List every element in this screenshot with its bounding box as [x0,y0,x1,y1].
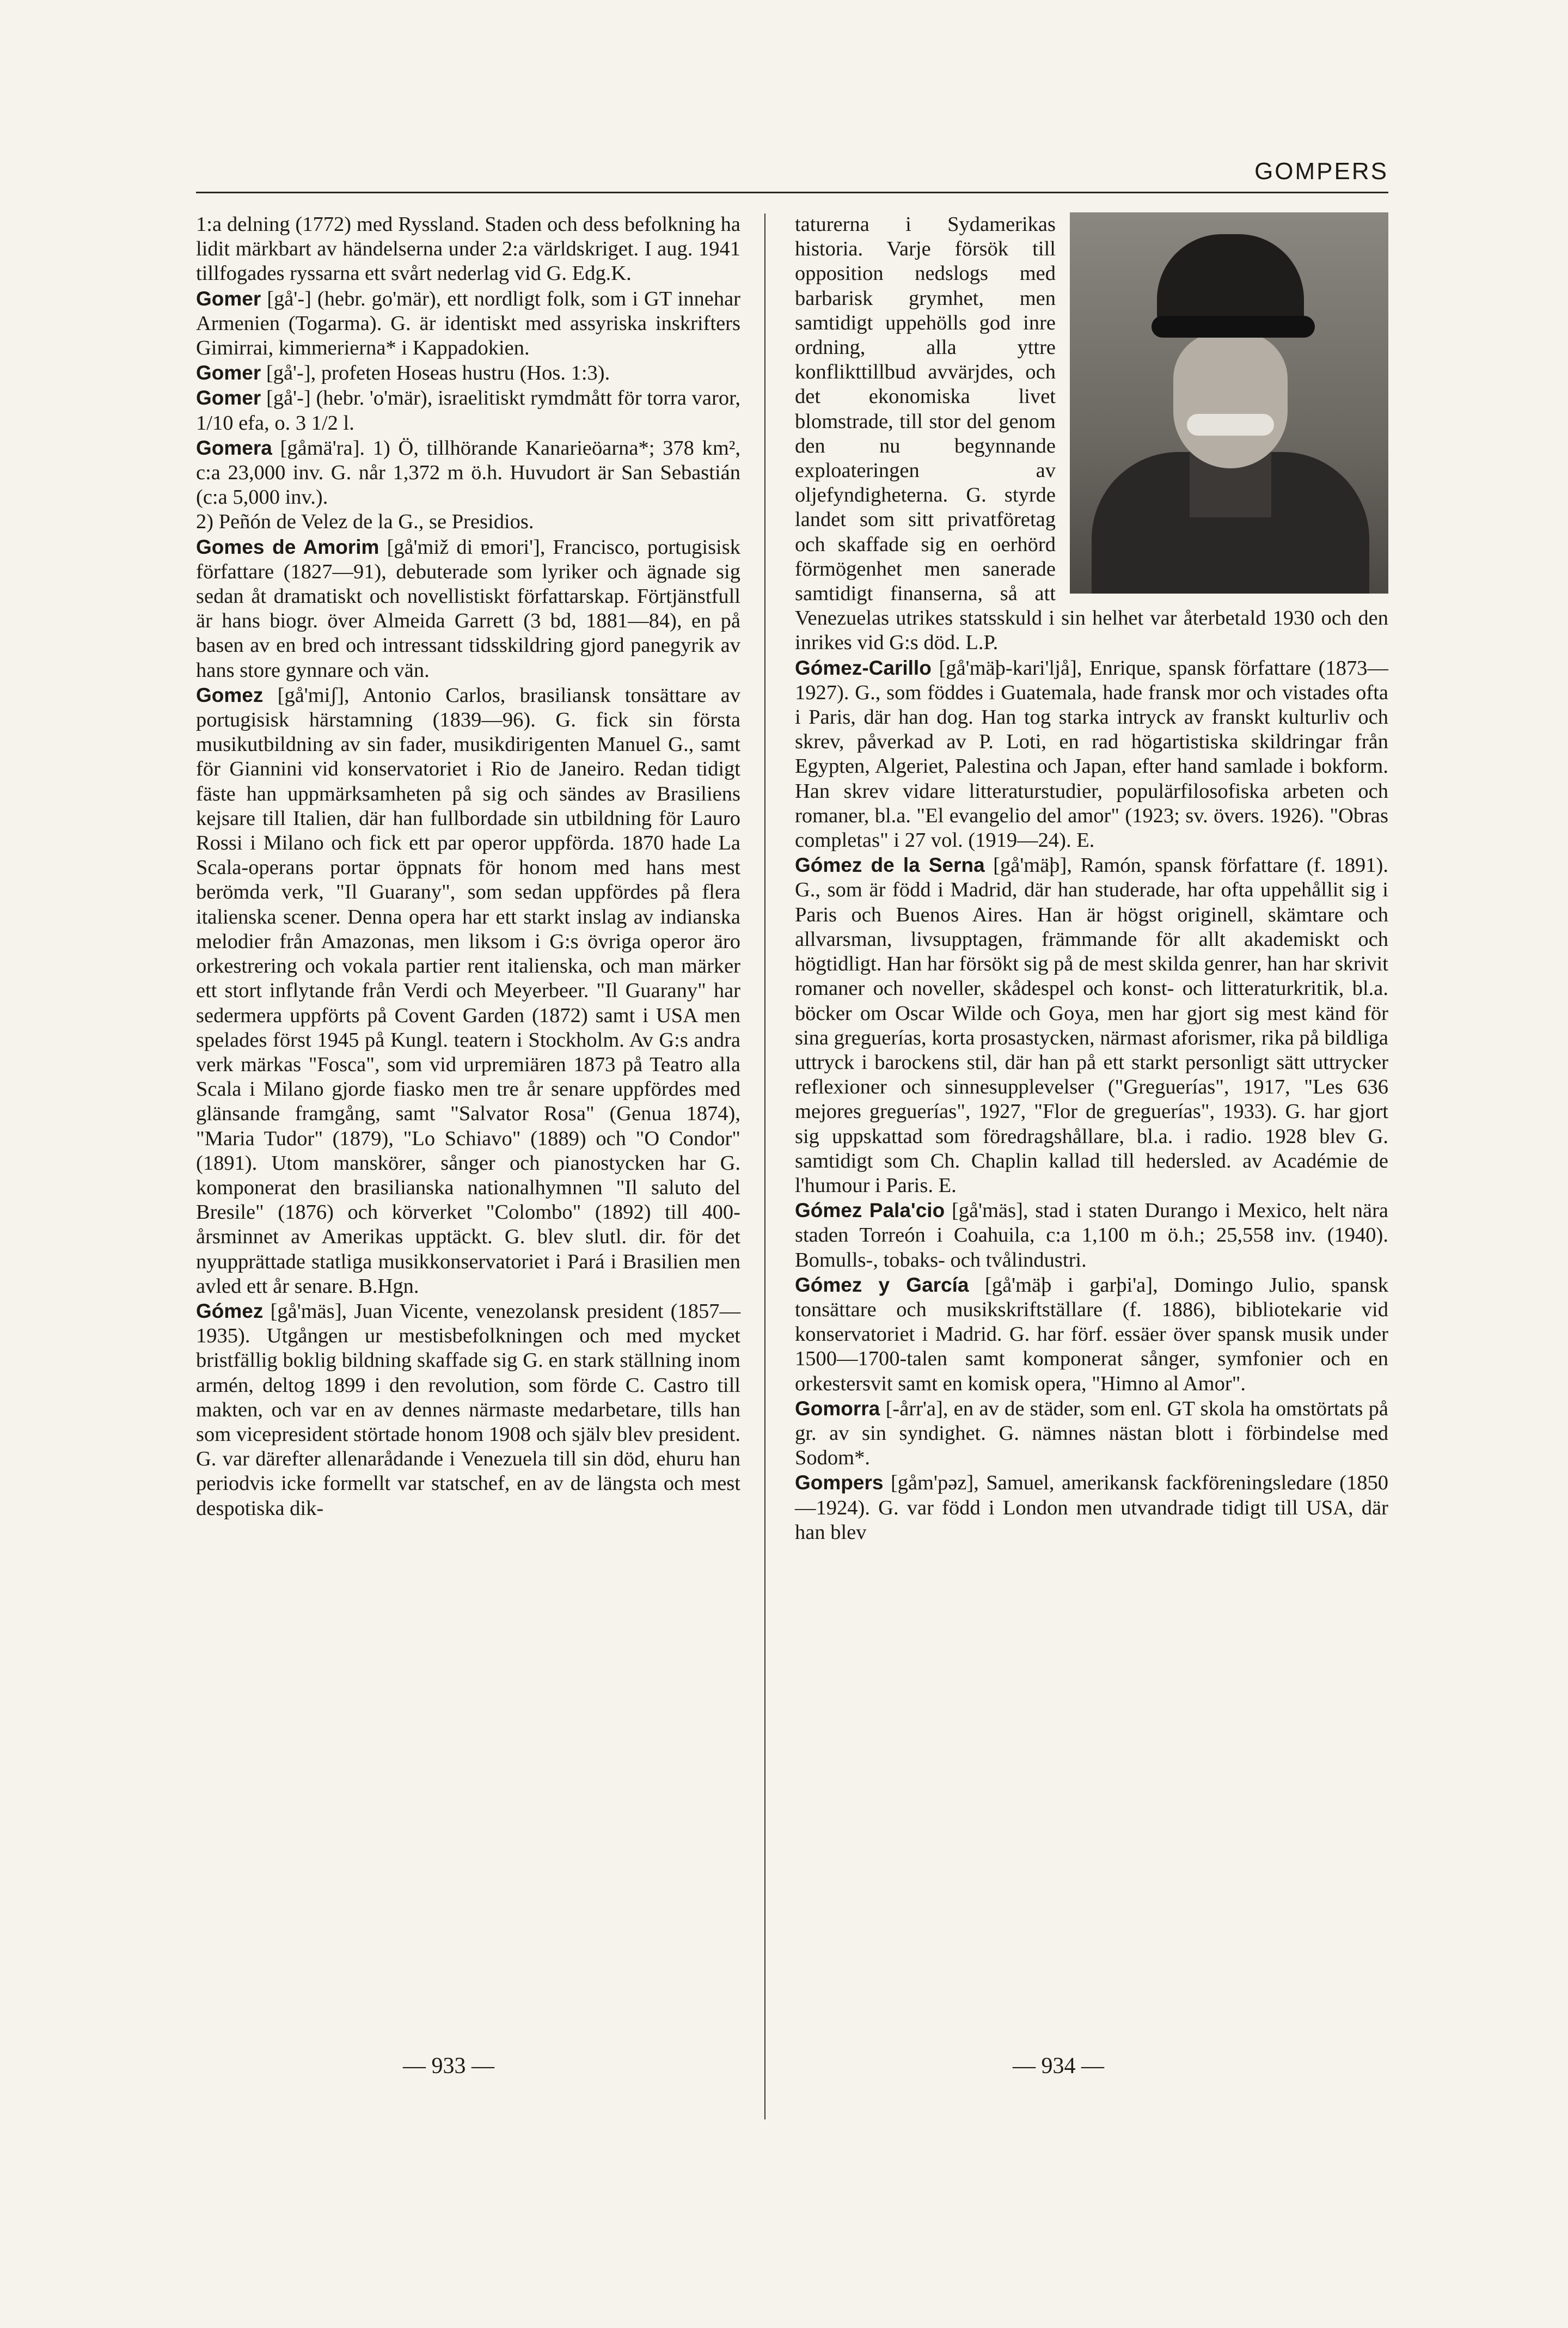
page-number-left: — 933 — [403,2054,494,2079]
entry-headword: Gompers [795,1471,884,1494]
dictionary-entry [196,535,740,683]
dictionary-entry [196,683,740,1299]
entry-headword: Gómez [196,1299,264,1322]
entry-text: [gå'mäþ i garþi'a], Domingo Julio, spansk tonsättare och musikskriftställare (f. 1886), bibliotekarie vid konservatoriet i Madrid. G. har förf. essäer över spansk musik under 1500—1700-talen samt komponerat sånger, symfonier och en orkestersvit samt en komisk opera, "Himno al Amor". [795,1273,1389,1395]
dictionary-entry [196,386,740,435]
entry-headword: Gomer [196,287,261,310]
dictionary-entry [795,853,1388,1198]
entry-text: [gå'mäs], Juan Vicente, venezolansk president (1857—1935). Utgången ur mestisbefolkningen och med mycket bristfällig boklig bildning skaffade sig G. en stark ställning inom armén, deltog 1899 i den revolution, som förde C. Castro till makten, och var en av dennes närmaste medarbetare, tills han som vicepresident störtade honom 1908 och själv blev president. G. var därefter allenarådande i Venezuela till sin död, ehuru han periodvis icke formellt var statschef, en av de längsta och mest despotiska dik- [196,1299,740,1520]
entry-text: [gåm'pəz], Samuel, amerikansk fackföreningsledare (1850—1924). G. var född i London men utvandrade tidigt till USA, där han blev [795,1471,1388,1544]
dictionary-entry [196,360,740,386]
entry-headword: Gómez de la Serna [795,854,985,877]
dictionary-entry [196,286,740,361]
entry-text: [gå'-], profeten Hoseas hustru (Hos. 1:3). [261,362,610,385]
page-number-right: — 934 — [1013,2054,1104,2079]
dictionary-entry [795,1198,1388,1273]
entry-text: [gå'mäþ], Ramón, spansk författare (f. 1891). G., som är född i Madrid, där han studerade, har ofta uppehållit sig i Paris och Buenos Aires. Han är högst originell, skämtare och allvarsman, livsupptagen, främmande för allt akademiskt och högtidligt. Han har försökt sig på de mest skilda genrer, han har skrivit romaner och noveller, skådespel och konst- och litteraturkritik, bl.a. böcker om Oscar Wilde och Goya, men har gjort sig mest känd för sina greguerías, korta prosastycken, närmast aforismer, rika på bildliga uttryck i barockens stil, där han på ett starkt personligt sätt uttrycker reflexioner och sinnesupplevelser ("Greguerías", 1917, "Les 636 mejores greguerías", 1927, "Flor de greguerías", 1933). G. har gjort sig uppskattad som föredragshållare, bl.a. i radio. 1928 blev G. samtidigt som Ch. Chaplin kallad till hedersled. av Académie de l'humour i Paris. E. [795,854,1388,1197]
entry-headword: Gomez [196,683,264,706]
dictionary-entry [795,1273,1388,1396]
right-column [795,212,1388,1545]
entry-headword: Gomer [196,387,261,410]
entry-headword: Gomer [196,362,261,384]
portrait-photo [1070,212,1388,594]
entry-headword: Gómez Pala'cio [795,1199,945,1222]
entry-text: [gåmä'ra]. 1) Ö, tillhörande Kanarieöarna*; 378 km², c:a 23,000 inv. G. når 1,372 m ö.h. Huvudort är San Sebastián (c:a 5,000 inv.). [196,436,740,509]
dictionary-entry [795,656,1388,853]
entry-text: [gå'miž di ɐmori'], Francisco, portugisisk författare (1827—91), debuterade som lyriker och ägnade sig sedan åt dramatiskt och novellistiskt författarskap. Förtjänstfull är hans biogr. över Almeida Garrett (3 bd, 1881—84), en på basen av en bred och intressant tidsskildring gjord panegyrik av hans store gynnare och vän. [196,535,740,682]
entry-text: [gå'-] (hebr. go'mär), ett nordligt folk, som i GT innehar Armenien (Togarma). G. är identiskt med assyriska inskrifters Gimirrai, kimmerierna* i Kappadokien. [196,287,740,360]
entry-headword: Gómez-Carillo [795,656,932,679]
entry-text: [-årr'a], en av de städer, som enl. GT skola ha omstörtats på gr. av sin syndighet. G. nämnes nästan blott i förbindelse med Sodom*. [795,1397,1388,1470]
entry-text: [gå'-] (hebr. 'o'mär), israelitiskt rymdmått för torra varor, 1/10 efa, o. 3 1/2 l. [196,387,740,435]
dictionary-entry [196,1299,740,1521]
entry-headword: Gómez y García [795,1273,969,1296]
entry-text: [gå'miʃ], Antonio Carlos, brasiliansk tonsättare av portugisisk härstamning (1839—96). G. fick sin första musikutbildning av sin fader, musikdirigenten Manuel G., samt för Giannini vid konservatoriet i Rio de Janeiro. Redan tidigt fäste han uppmärksamheten på sig och sändes av Brasiliens kejsare till Italien, där han fullbordade sin utbildning för Lauro Rossi i Milano och fick ett par operor uppförda. 1870 hade La Scala-operans portar öppnats för honom med hans mest berömda verk, "Il Guarany", som sedan uppfördes på flera italienska scener. Denna opera har ett starkt inslag av indianska melodier från Amazonas, men liksom i G:s övriga operor äro orkestrering och vokala partier rent italienska, och man märker ett stort inflytande från Verdi och Meyerbeer. "Il Guarany" har sedermera uppförts på Covent Garden (1872) samt i USA men spelades först 1945 på Kungl. teatern i Stockholm. Av G:s andra verk märkas "Fosca", som vid urpremiären 1873 på Teatro alla Scala i Milano gjorde fiasko men tre år senare uppfördes med glänsande framgång, samt "Salvator Rosa" (Genua 1874), "Maria Tudor" (1879), "Lo Schiavo" (1889) och "O Condor" (1891). Utom manskörer, sånger och pianostycken har G. komponerat den brasilianska nationalhymnen "Il saluto del Bresile" (1876) och körverket "Colombo" (1892) till 400-årsminnet av Amerikas upptäckt. G. blev slutl. dir. för det nyupprättade statliga musikkonservatoriet i Pará i Brasilien men avled ett år senare. B.Hgn. [196,683,740,1298]
entry-text: 2) Peñón de Velez de la G., se Presidios. [196,510,534,534]
entry-text: taturerna i Sydamerikas historia. Varje försök till opposition nedslogs med barbarisk grymhet, men samtidigt uppehölls god inre ordning, alla yttre konflikttillbud avvärjdes, och det ekonomiska livet blomstrade, till stor del genom den nu begynnande exploateringen av oljefyndigheterna. G. styrde landet som sitt privatföretag och skaffade sig en oerhörd förmögenhet men sanerade samtidigt finanserna, så att Venezuelas utrikes statsskuld i sin helhet var återbetald 1930 och den inrikes vid G:s död. L.P. [795,213,1388,655]
dictionary-entry [196,436,740,510]
dictionary-entry [795,1396,1388,1471]
running-head: GOMPERS [1254,158,1388,185]
entry-text: 1:a delning (1772) med Ryssland. Staden och dess befolkning ha lidit märkbart av händelserna under 2:a världskriget. I aug. 1941 tillfogades ryssarna ett svårt nederlag vid G. Edg.K. [196,213,740,285]
column-divider [764,213,765,2119]
dictionary-entry [196,510,740,534]
entry-text: [gå'mäþ-kari'ljå], Enrique, spansk författare (1873—1927). G., som föddes i Guatemala, hade fransk mor och vistades ofta i Paris, där han dog. Han tog starka intryck av franskt kulturliv och skrev, påverkad av P. Loti, en rad högartistiska skildringar från Egypten, Algeriet, Palestina och Japan, efter hand samlade i bokform. Han skrev vidare litteraturstudier, populärfilosofiska arbeten och romaner, bl.a. "El evangelio del amor" (1923; sv. övers. 1926). "Obras completas" i 27 vol. (1919—24). E. [795,656,1388,852]
left-column [196,212,740,1521]
entry-headword: Gomera [196,436,272,459]
dictionary-entry [196,212,740,286]
entry-headword: Gomorra [795,1397,880,1420]
entry-headword: Gomes de Amorim [196,535,379,558]
header-rule [196,192,1388,193]
entry-text: [gå'mäs], stad i staten Durango i Mexico, helt nära staden Torreón i Coahuila, c:a 1,100 m ö.h.; 25,558 inv. (1940). Bomulls-, tobaks- och tvålindustri. [795,1199,1388,1272]
dictionary-entry [795,1470,1388,1545]
